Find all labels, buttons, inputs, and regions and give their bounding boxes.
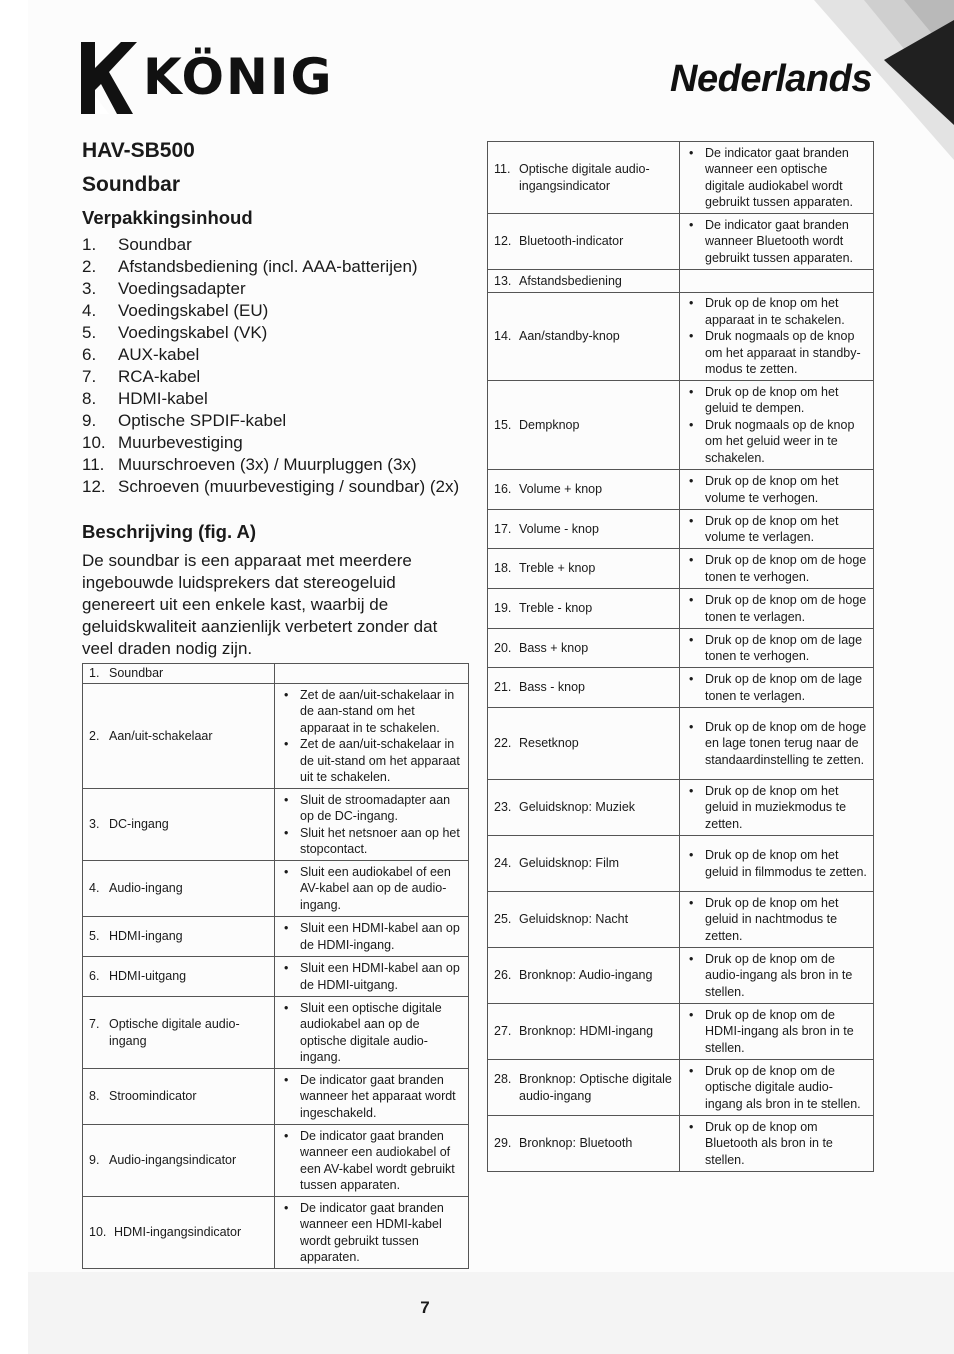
table-row (83, 684, 469, 789)
part-function-cell (680, 780, 874, 836)
part-function-cell (680, 589, 874, 629)
function-list (280, 1072, 464, 1122)
table-row (488, 668, 874, 708)
part-function-cell (680, 549, 874, 589)
list-item (82, 476, 470, 498)
function-item: • Druk op de knop om het volume te verlagen. (685, 513, 869, 546)
part-number: 5. (89, 929, 100, 944)
function-item: • Druk op de knop om de HDMI-ingang als bron in te stellen. (685, 1007, 869, 1057)
part-function-cell (275, 664, 469, 684)
part-number: 13. (494, 273, 512, 288)
part-label (494, 640, 675, 657)
part-name: Soundbar (109, 666, 164, 681)
part-function-cell (680, 1004, 874, 1060)
part-function-cell (275, 684, 469, 789)
function-item: • Druk op de knop om de optische digitale audio-ingang als bron in te stellen. (685, 1063, 869, 1113)
table-row (83, 1125, 469, 1197)
function-item: • Druk op de knop om het apparaat in te schakelen. (685, 295, 869, 328)
part-label (494, 735, 675, 752)
function-item: • Druk op de knop om de lage tonen te verhogen. (685, 632, 869, 665)
list-item-number: 10. (82, 433, 106, 452)
part-function-cell (680, 293, 874, 381)
function-list (685, 951, 869, 1001)
part-number: 20. (494, 640, 512, 655)
function-item: • De indicator gaat branden wanneer een audiokabel of een AV-kabel wordt gebruikt tussen apparaten. (280, 1128, 464, 1194)
part-number: 18. (494, 561, 512, 576)
part-name-cell (83, 1125, 275, 1197)
function-item: • Druk op de knop om de audio-ingang als bron in te stellen. (685, 951, 869, 1001)
part-name-cell (488, 708, 680, 780)
function-item: • De indicator gaat branden wanneer een optische digitale audiokabel wordt gebruikt tussen apparaten. (685, 145, 869, 211)
function-list (280, 1000, 464, 1066)
list-item-text: Muurschroeven (3x) / Muurpluggen (3x) (118, 455, 417, 474)
part-label (494, 799, 675, 816)
language-title: Nederlands (670, 58, 872, 100)
part-label (494, 417, 675, 434)
part-name: Geluidsknop: Film (519, 856, 620, 871)
part-function-cell (680, 142, 874, 214)
list-item-number: 11. (82, 455, 105, 474)
part-name: Dempknop (519, 417, 580, 432)
list-item-text: RCA-kabel (118, 367, 201, 386)
table-row (83, 917, 469, 957)
part-label (494, 855, 675, 872)
function-list (685, 1063, 869, 1113)
part-label (494, 1135, 675, 1152)
list-item-number: 1. (82, 235, 97, 254)
part-name: Geluidsknop: Muziek (519, 800, 636, 815)
part-number: 15. (494, 417, 512, 432)
function-list (685, 473, 869, 506)
part-name-cell (488, 589, 680, 629)
part-number: 14. (494, 329, 512, 344)
part-function-cell (680, 836, 874, 892)
function-item: • Druk nogmaals op de knop om het geluid weer in te schakelen. (685, 417, 869, 467)
list-item-text: Voedingskabel (VK) (118, 323, 268, 342)
table-row (83, 1069, 469, 1125)
table-row (83, 997, 469, 1069)
part-name: Audio-ingang (109, 881, 183, 896)
function-item: • Zet de aan/uit-schakelaar in de aan-stand om het apparaat in te schakelen. (280, 687, 464, 737)
list-item-text: Optische SPDIF-kabel (118, 411, 287, 430)
list-item (82, 256, 470, 278)
part-name-cell (488, 142, 680, 214)
page-number: 7 (420, 1298, 430, 1317)
list-item-number: 3. (82, 279, 97, 298)
part-function-cell (680, 270, 874, 293)
part-label (494, 521, 675, 538)
model-heading: HAV-SB500 (82, 139, 195, 162)
part-label (89, 1152, 270, 1169)
part-function-cell (275, 997, 469, 1069)
list-item-text: Soundbar (118, 235, 192, 254)
part-name: HDMI-uitgang (109, 969, 187, 984)
part-label (494, 233, 675, 250)
part-name: DC-ingang (109, 817, 169, 832)
part-name-cell (488, 780, 680, 836)
function-list (280, 1128, 464, 1194)
part-name: Resetknop (519, 736, 579, 751)
part-function-cell (680, 668, 874, 708)
function-item: • Sluit een optische digitale audiokabel aan op de optische digitale audio-ingang. (280, 1000, 464, 1066)
table-row (488, 1116, 874, 1172)
table-row (488, 470, 874, 510)
part-label (89, 880, 270, 897)
function-item: • Druk op de knop om het geluid in nachtmodus te zetten. (685, 895, 869, 945)
table-row (488, 948, 874, 1004)
part-name: Bronknop: Audio-ingang (519, 968, 653, 983)
list-item-number: 7. (82, 367, 97, 386)
list-item-text: Voedingsadapter (118, 279, 246, 298)
list-item (82, 410, 470, 432)
part-name-cell (83, 997, 275, 1069)
left-column (82, 138, 470, 660)
part-label (494, 967, 675, 984)
list-item (82, 278, 470, 300)
part-number: 8. (89, 1089, 100, 1104)
part-number: 29. (494, 1136, 512, 1151)
part-function-cell (275, 1125, 469, 1197)
brand-wordmark: KÖNIG (143, 48, 334, 106)
product-heading: Soundbar (82, 173, 180, 196)
part-name: Geluidsknop: Nacht (519, 912, 629, 927)
parts-table-left (82, 663, 469, 1269)
contents-heading: Verpakkingsinhoud (82, 207, 253, 228)
part-label (89, 1224, 270, 1241)
part-name-cell (488, 549, 680, 589)
function-item: • De indicator gaat branden wanneer het apparaat wordt ingeschakeld. (280, 1072, 464, 1122)
part-name: Volume - knop (519, 521, 599, 536)
part-name: HDMI-ingangsindicator (114, 1225, 242, 1240)
part-label (89, 665, 270, 682)
part-function-cell (275, 789, 469, 861)
contents-list (82, 234, 470, 498)
function-list (685, 632, 869, 665)
part-function-cell (275, 1069, 469, 1125)
part-name: Treble + knop (519, 561, 596, 576)
part-name-cell (488, 381, 680, 470)
part-number: 24. (494, 856, 512, 871)
part-name: Bronknop: HDMI-ingang (519, 1024, 654, 1039)
table-row (83, 789, 469, 861)
function-item: • Druk op de knop om het geluid in filmmodus te zetten. (685, 847, 869, 880)
list-item (82, 388, 470, 410)
part-label (89, 816, 270, 833)
list-item (82, 344, 470, 366)
table-row (488, 293, 874, 381)
function-item: • Druk op de knop om de hoge tonen te verhogen. (685, 552, 869, 585)
part-name: Optische digitale audio-ingang (109, 1017, 240, 1048)
part-number: 11. (494, 162, 511, 176)
konig-k-icon (81, 42, 137, 114)
table-row (488, 510, 874, 549)
function-list (685, 1119, 869, 1169)
part-name-cell (488, 948, 680, 1004)
function-item: • Sluit de stroomadapter aan op de DC-ingang. (280, 792, 464, 825)
part-name: Bass + knop (519, 640, 589, 655)
part-name: Stroomindicator (109, 1089, 197, 1104)
part-label (494, 1023, 675, 1040)
part-name: HDMI-ingang (109, 929, 183, 944)
table-row (488, 708, 874, 780)
part-number: 1. (89, 666, 100, 681)
function-list (685, 1007, 869, 1057)
part-function-cell (680, 629, 874, 668)
part-number: 25. (494, 912, 512, 927)
function-item: • Druk op de knop om het geluid te dempen. (685, 384, 869, 417)
function-list (685, 895, 869, 945)
part-function-cell (680, 948, 874, 1004)
list-item-number: 9. (82, 411, 97, 430)
list-item-number: 8. (82, 389, 97, 408)
function-item: • Druk op de knop om het volume te verhogen. (685, 473, 869, 506)
table-row (488, 836, 874, 892)
part-function-cell (680, 381, 874, 470)
part-name-cell (488, 470, 680, 510)
part-number: 28. (494, 1072, 512, 1086)
part-label (89, 1088, 270, 1105)
part-function-cell (275, 1197, 469, 1269)
part-function-cell (680, 510, 874, 549)
function-item: • De indicator gaat branden wanneer Bluetooth wordt gebruikt tussen apparaten. (685, 217, 869, 267)
list-item (82, 234, 470, 256)
list-item-text: Afstandsbediening (incl. AAA-batterijen) (118, 257, 418, 276)
table-row (488, 270, 874, 293)
part-name-cell (83, 664, 275, 684)
part-label (494, 481, 675, 498)
list-item (82, 432, 470, 454)
part-number: 2. (89, 728, 100, 743)
function-item: • Zet de aan/uit-schakelaar in de uit-stand om het apparaat uit te schakelen. (280, 736, 464, 786)
table-row (488, 1060, 874, 1116)
part-name: Bass - knop (519, 680, 586, 695)
part-name: Treble - knop (519, 601, 593, 616)
part-label (494, 273, 675, 290)
table-row (488, 589, 874, 629)
part-label (89, 968, 270, 985)
part-label (494, 679, 675, 696)
part-function-cell (680, 1116, 874, 1172)
list-item-text: Muurbevestiging (118, 433, 243, 452)
konig-logo (81, 42, 336, 114)
part-function-cell (680, 214, 874, 270)
list-item-number: 6. (82, 345, 97, 364)
part-function-cell (275, 957, 469, 997)
list-item-number: 4. (82, 301, 97, 320)
function-list (685, 217, 869, 267)
function-list (280, 864, 464, 914)
part-name-cell (83, 917, 275, 957)
function-list (280, 960, 464, 993)
function-list (685, 847, 869, 880)
part-function-cell (275, 917, 469, 957)
part-label (494, 600, 675, 617)
function-item: • Druk op de knop om het geluid in muziekmodus te zetten. (685, 783, 869, 833)
function-item: • Druk nogmaals op de knop om het apparaat in standby-modus te zetten. (685, 328, 869, 378)
part-number: 27. (494, 1024, 512, 1039)
part-label (494, 911, 675, 928)
part-name-cell (488, 629, 680, 668)
part-number: 21. (494, 680, 512, 695)
part-name-cell (83, 1069, 275, 1125)
list-item-text: Schroeven (muurbevestiging / soundbar) (2x) (118, 477, 460, 496)
part-name-cell (488, 293, 680, 381)
part-number: 23. (494, 800, 512, 815)
list-item (82, 300, 470, 322)
table-row (488, 892, 874, 948)
part-function-cell (680, 1060, 874, 1116)
part-name: Afstandsbediening (519, 273, 622, 288)
part-number: 6. (89, 969, 100, 984)
function-item: • De indicator gaat branden wanneer een HDMI-kabel wordt gebruikt tussen apparaten. (280, 1200, 464, 1266)
function-list (280, 687, 464, 786)
part-name-cell (83, 789, 275, 861)
part-name-cell (488, 1060, 680, 1116)
part-name-cell (83, 957, 275, 997)
part-number: 7. (89, 1017, 100, 1031)
part-name-cell (488, 510, 680, 549)
part-name-cell (83, 1197, 275, 1269)
list-item-number: 2. (82, 257, 97, 276)
table-row (488, 1004, 874, 1060)
table-row (83, 861, 469, 917)
part-name-cell (488, 270, 680, 293)
part-number: 26. (494, 968, 512, 983)
part-name: Aan/uit-schakelaar (109, 728, 213, 743)
table-row (83, 957, 469, 997)
part-name-cell (488, 892, 680, 948)
part-function-cell (680, 708, 874, 780)
part-label (494, 328, 675, 345)
function-item: • Druk op de knop om de hoge en lage tonen terug naar de standaardinstelling te zetten. (685, 719, 869, 769)
part-label (494, 161, 675, 194)
function-list (685, 384, 869, 467)
table-row (488, 780, 874, 836)
function-item: • Sluit een HDMI-kabel aan op de HDMI-ingang. (280, 920, 464, 953)
part-function-cell (275, 861, 469, 917)
part-name-cell (488, 836, 680, 892)
table-row (488, 142, 874, 214)
part-label (494, 560, 675, 577)
table-row (83, 1197, 469, 1269)
part-name: Aan/standby-knop (519, 329, 620, 344)
table-row (488, 629, 874, 668)
part-name-cell (488, 1116, 680, 1172)
part-name: Audio-ingangsindicator (109, 1153, 237, 1168)
part-function-cell (680, 892, 874, 948)
part-name: Optische digitale audio-ingangsindicator (519, 162, 650, 193)
part-number: 17. (494, 521, 512, 536)
list-item-text: HDMI-kabel (118, 389, 208, 408)
list-item (82, 366, 470, 388)
part-number: 22. (494, 736, 512, 751)
function-item: • Sluit het netsnoer aan op het stopcontact. (280, 825, 464, 858)
part-number: 3. (89, 817, 100, 832)
function-list (685, 145, 869, 211)
part-number: 10. (89, 1225, 107, 1240)
part-name-cell (488, 214, 680, 270)
part-name: Bluetooth-indicator (519, 234, 624, 249)
function-list (280, 792, 464, 858)
function-item: • Sluit een HDMI-kabel aan op de HDMI-uitgang. (280, 960, 464, 993)
part-number: 19. (494, 601, 512, 616)
table-row (488, 214, 874, 270)
part-number: 9. (89, 1153, 100, 1168)
function-item: • Druk op de knop om de hoge tonen te verlagen. (685, 592, 869, 625)
list-item-text: AUX-kabel (118, 345, 200, 364)
part-name-cell (488, 1004, 680, 1060)
description-paragraph: De soundbar is een apparaat met meerdere ingebouwde luidsprekers dat stereogeluid genereert uit een enkele kast, waarbij de geluidskwaliteit aanzienlijk verbetert zonder dat veel draden nodig zijn. (82, 551, 438, 658)
list-item (82, 454, 470, 476)
function-item: • Sluit een audiokabel of een AV-kabel aan op de audio-ingang. (280, 864, 464, 914)
function-list (685, 295, 869, 378)
part-number: 12. (494, 234, 512, 249)
function-item: • Druk op de knop om de lage tonen te verlagen. (685, 671, 869, 704)
list-item (82, 322, 470, 344)
description-heading: Beschrijving (fig. A) (82, 521, 257, 542)
function-list (280, 920, 464, 953)
part-name-cell (83, 684, 275, 789)
part-label (89, 728, 270, 745)
function-list (280, 1200, 464, 1266)
function-list (685, 671, 869, 704)
table-row (83, 664, 469, 684)
part-name-cell (488, 668, 680, 708)
part-function-cell (680, 470, 874, 510)
part-label (89, 928, 270, 945)
table-row (488, 381, 874, 470)
function-list (685, 783, 869, 833)
function-list (685, 592, 869, 625)
part-name: Volume + knop (519, 482, 603, 497)
part-name-cell (83, 861, 275, 917)
part-label (89, 1016, 270, 1049)
function-list (685, 513, 869, 546)
function-list (685, 719, 869, 769)
part-name: Bronknop: Bluetooth (519, 1136, 633, 1151)
list-item-number: 12. (82, 477, 106, 496)
part-label (494, 1071, 675, 1104)
parts-table-right (487, 141, 874, 1172)
table-row (488, 549, 874, 589)
list-item-text: Voedingskabel (EU) (118, 301, 269, 320)
function-item: • Druk op de knop om Bluetooth als bron in te stellen. (685, 1119, 869, 1169)
part-number: 4. (89, 881, 100, 896)
part-name: Bronknop: Optische digitale audio-ingang (519, 1072, 672, 1103)
function-list (685, 552, 869, 585)
part-number: 16. (494, 482, 512, 497)
list-item-number: 5. (82, 323, 97, 342)
